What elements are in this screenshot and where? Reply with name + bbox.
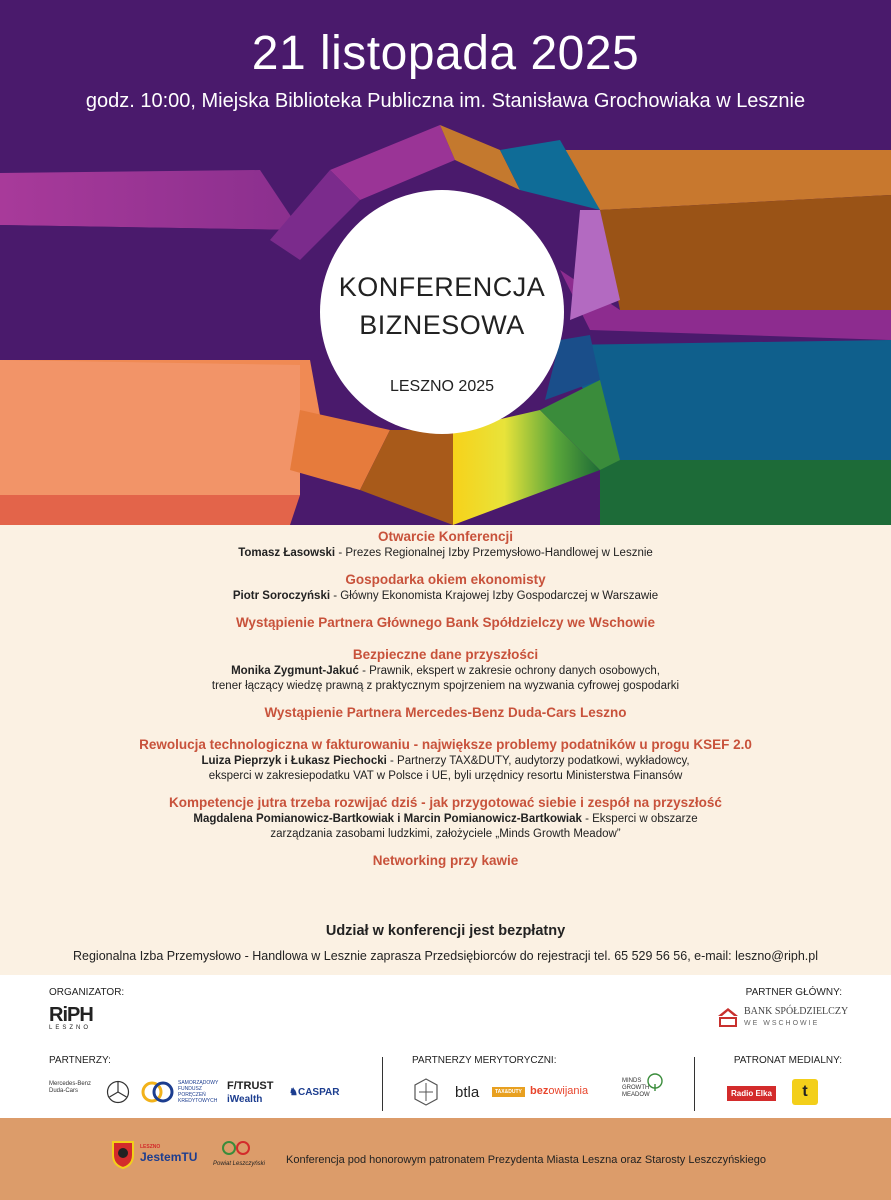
registration-info: Regionalna Izba Przemysłowo - Handlowa w Lesznie zaprasza Przedsiębiorców do rejestracji tel. 65 529 56 56, e-mail: leszno@riph.pl (72, 949, 818, 963)
speaker-name: Monika Zygmunt-Jakuć (231, 665, 359, 677)
honorary-patronage: Konferencja pod honorowym patronatem Prezydenta Miasta Leszna oraz Starosty Leszczyńskiego (286, 1154, 766, 1166)
event-date: 21 listopada 2025 (251, 27, 640, 80)
speaker-desc: - Prawnik, ekspert w zakresie ochrony danych osobowych, (358, 665, 660, 677)
agenda-item (0, 571, 891, 604)
powiat-logo-text: Powiat Leszczyński (213, 1161, 266, 1167)
sfpk-text: SAMORZĄDOWY FUNDUSZ PORĘCZEŃ KREDYTOWYCH (178, 1080, 219, 1104)
caspar-figure-icon: ♞ (289, 1087, 298, 1098)
speaker-desc-2: zarządzania zasobami ludzkimi, założyciele „Minds Growth Meadow” (270, 828, 621, 840)
leszno-coat-of-arms-icon (110, 1139, 136, 1169)
minds-growth-text: MINDS GROWTH MEADOW (622, 1078, 650, 1098)
owijania-logo-part: owijania (548, 1085, 589, 1097)
agenda-title: Bezpieczne dane przyszłości (352, 647, 539, 662)
agenda-title: Otwarcie Konferencji (377, 529, 514, 544)
tv-logo-icon: t (792, 1079, 818, 1105)
agenda-speaker-line (0, 589, 891, 604)
sponsors-section (0, 975, 891, 1118)
content-partners-label: PARTNERZY MERYTORYCZNI: (412, 1055, 557, 1066)
agenda-title: Wystąpienie Partnera Mercedes-Benz Duda-Cars Leszno (264, 705, 627, 720)
speaker-desc: - Eksperci w obszarze (581, 813, 698, 825)
agenda-item (0, 704, 891, 722)
iwealth-logo: iWealth (227, 1094, 263, 1105)
agenda-item (0, 528, 891, 561)
agenda-title: Networking przy kawie (372, 853, 519, 868)
agenda-item (0, 852, 891, 870)
agenda-item (0, 646, 891, 694)
agenda-title: Wystąpienie Partnera Głównego Bank Spółdzielczy we Wschowie (235, 615, 656, 630)
bez-logo-part: bez (530, 1085, 549, 1097)
speaker-name: Luiza Pieprzyk i Łukasz Piechocki (201, 755, 387, 767)
bank-logo-text: BANK SPÓŁDZIELCZY (744, 1006, 849, 1017)
emblem-subtitle: LESZNO 2025 (389, 378, 495, 395)
media-label: PATRONAT MEDIALNY: (733, 1055, 842, 1066)
speaker-desc: - Prezes Regionalnej Izby Przemysłowo-Handlowej w Lesznie (335, 547, 653, 559)
riph-logo-text: RiPH (49, 1004, 93, 1026)
agenda-speaker-line (0, 664, 891, 679)
agenda-speaker-line (0, 546, 891, 561)
caspar-logo-text: CASPAR (297, 1087, 340, 1098)
agenda (0, 528, 891, 880)
speaker-name: Tomasz Łasowski (238, 547, 336, 559)
btla-logo: btla (455, 1084, 480, 1101)
agenda-title: Rewolucja technologiczna w fakturowaniu - największe problemy podatników u progu KSEF 2.0 (139, 737, 752, 752)
speaker-name: Magdalena Pomianowicz-Bartkowiak i Marcin Pomianowicz-Bartkowiak (193, 813, 582, 825)
speaker-desc-2: trener łączący wiedzę prawną z praktycznym spojrzeniem na wyzwania cyfrowej gospodarki (211, 680, 680, 692)
academy-emblem-icon (413, 1077, 439, 1107)
agenda-item (0, 794, 891, 842)
agenda-speaker-line (0, 754, 891, 769)
mercedes-dealer-text: Mercedes-Benz Duda-Cars (49, 1081, 92, 1094)
fitrust-logo: F/TRUST (227, 1080, 274, 1092)
radio-elka-logo: Radio Elka (727, 1086, 776, 1101)
jestemtu-logo: JestemTU (140, 1150, 198, 1164)
agenda-item (0, 614, 891, 632)
tree-icon (645, 1072, 665, 1092)
emblem-title-line1: KONFERENCJA (338, 272, 546, 302)
powiat-logo-icon (217, 1138, 257, 1160)
riph-logo (49, 1005, 93, 1031)
organizer-label: ORGANIZATOR: (49, 987, 125, 998)
bezowijania-logo (530, 1085, 588, 1097)
caspar-logo (289, 1087, 339, 1098)
bank-house-icon (716, 1006, 740, 1028)
jestem-small-text: LESZNO (140, 1144, 161, 1150)
main-partner-label: PARTNER GŁÓWNY: (745, 987, 842, 998)
taxduty-logo: TAX&DUTY (492, 1087, 525, 1097)
emblem-title-line2: BIZNESOWA (359, 310, 525, 340)
speaker-name: Piotr Soroczyński (232, 590, 331, 602)
speaker-desc-2: eksperci w zakresiepodatku VAT w Polsce i UE, byli urzędnicy resortu Ministerstwa Finansów (208, 770, 683, 782)
hero-banner (0, 0, 891, 525)
agenda-title: Kompetencje jutra trzeba rozwijać dziś - jak przygotować siebie i zespół na przyszłość (169, 795, 722, 810)
agenda-speaker-line (0, 812, 891, 827)
agenda-title: Gospodarka okiem ekonomisty (345, 572, 546, 587)
mercedes-star-icon (106, 1080, 130, 1104)
riph-logo-sub: LESZNO (49, 1025, 92, 1031)
free-participation: Udział w konferencji jest bezpłatny (325, 923, 566, 939)
speaker-desc: - Partnerzy TAX&DUTY, audytorzy podatkowi, wykładowcy, (386, 755, 690, 767)
speaker-desc: - Główny Ekonomista Krajowej Izby Gospodarczej w Warszawie (330, 590, 659, 602)
agenda-item (0, 736, 891, 784)
partners-label: PARTNERZY: (49, 1055, 111, 1066)
bank-logo-sub: WE WSCHOWIE (744, 1020, 820, 1027)
event-venue: godz. 10:00, Miejska Biblioteka Publiczna im. Stanisława Grochowiaka w Lesznie (85, 90, 806, 112)
sfpk-rings-icon (140, 1080, 176, 1104)
divider (694, 1057, 695, 1111)
divider (382, 1057, 383, 1111)
